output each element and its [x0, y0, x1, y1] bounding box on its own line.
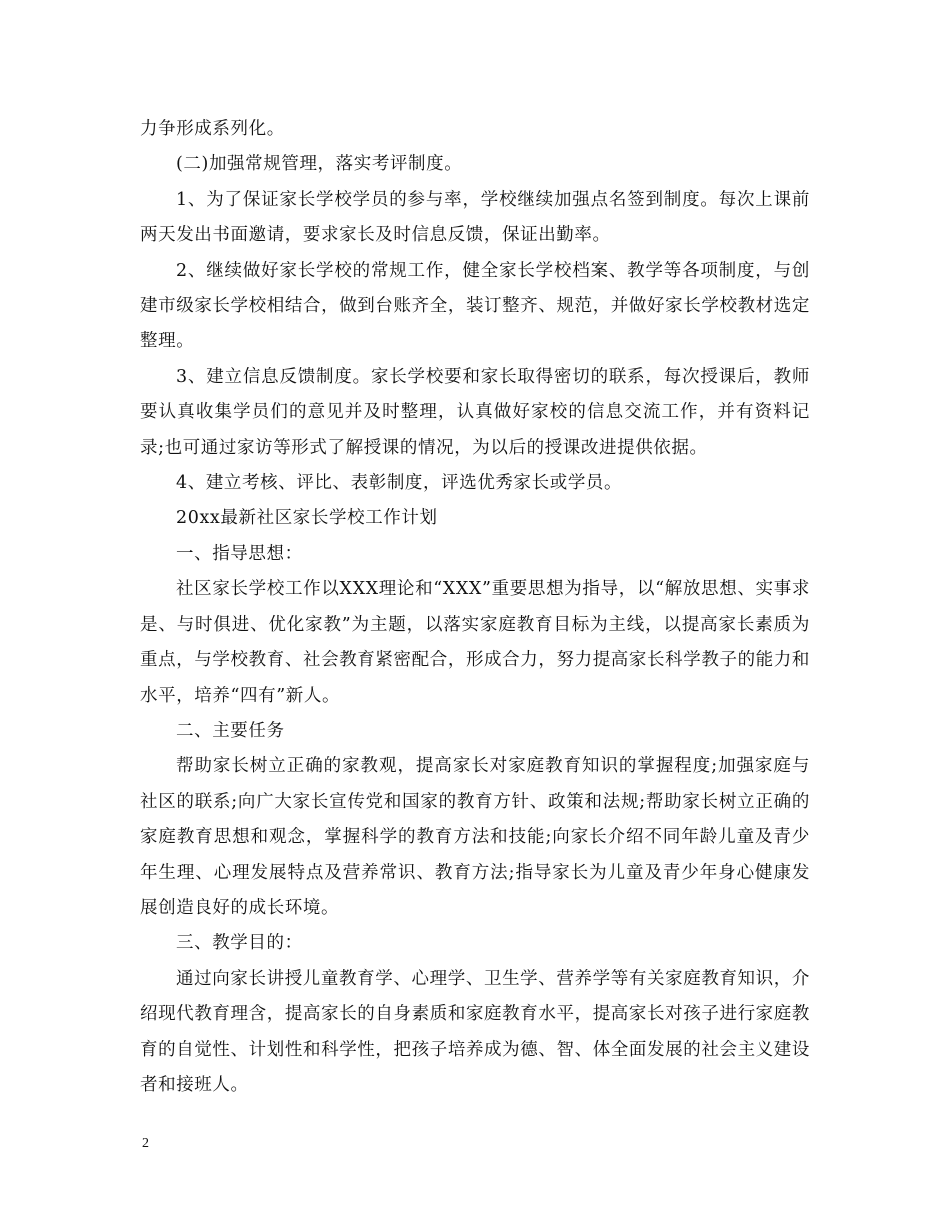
section-heading: 一、指导思想：	[176, 543, 303, 564]
paragraph: 帮助家长树立正确的家教观，提高家长对家庭教育知识的掌握程度;加强家庭与社区的联系;向广大家长宣传党和国家的教育方针、政策和法规;帮助家长树立正确的家庭教育思想和观念，掌握科学的教育方法和技能;向家长介绍不同年龄儿童及青少年生理、心理发展特点及营养常识、教育方法;指导家长为儿童及青少年身心健康发展创造良好的成长环境。	[140, 756, 810, 918]
paragraph: 4、建立考核、评比、表彰制度，评选优秀家长或学员。	[176, 473, 623, 494]
document-body	[140, 112, 810, 1103]
paragraph: 2、继续做好家长学校的常规工作，健全家长学校档案、教学等各项制度，与创建市级家长学校相结合，做到台账齐全，装订整齐、规范，并做好家长学校教材选定整理。	[140, 260, 810, 352]
paragraph: 社区家长学校工作以XXX理论和“XXX”重要思想为指导，以“解放思想、实事求是、与时俱进、优化家教”为主题，以落实家庭教育目标为主线，以提高家长素质为重点，与学校教育、社会教育紧密配合，形成合力，努力提高家长科学教子的能力和水平，培养“四有”新人。	[140, 579, 810, 706]
paragraph: 力争形成系列化。	[140, 119, 285, 139]
paragraph: 3、建立信息反馈制度。家长学校要和家长取得密切的联系，每次授课后，教师要认真收集学员们的意见并及时整理，认真做好家校的信息交流工作，并有资料记录;也可通过家访等形式了解授课的情况，为以后的授课改进提供依据。	[140, 366, 810, 458]
document-title: 20xx最新社区家长学校工作计划	[176, 508, 438, 529]
section-heading: (二)加强常规管理，落实考评制度。	[176, 154, 463, 175]
page-number: 2	[142, 1136, 149, 1151]
paragraph: 1、为了保证家长学校学员的参与率，学校继续加强点名签到制度。每次上课前两天发出书面邀请，要求家长及时信息反馈，保证出勤率。	[140, 189, 810, 246]
section-heading: 三、教学目的：	[176, 933, 303, 954]
paragraph: 通过向家长讲授儿童教育学、心理学、卫生学、营养学等有关家庭教育知识，介绍现代教育理含，提高家长的自身素质和家庭教育水平，提高家长对孩子进行家庭教育的自觉性、计划性和科学性，把孩子培养成为德、智、体全面发展的社会主义建设者和接班人。	[140, 968, 810, 1095]
section-heading: 二、主要任务	[176, 720, 285, 741]
